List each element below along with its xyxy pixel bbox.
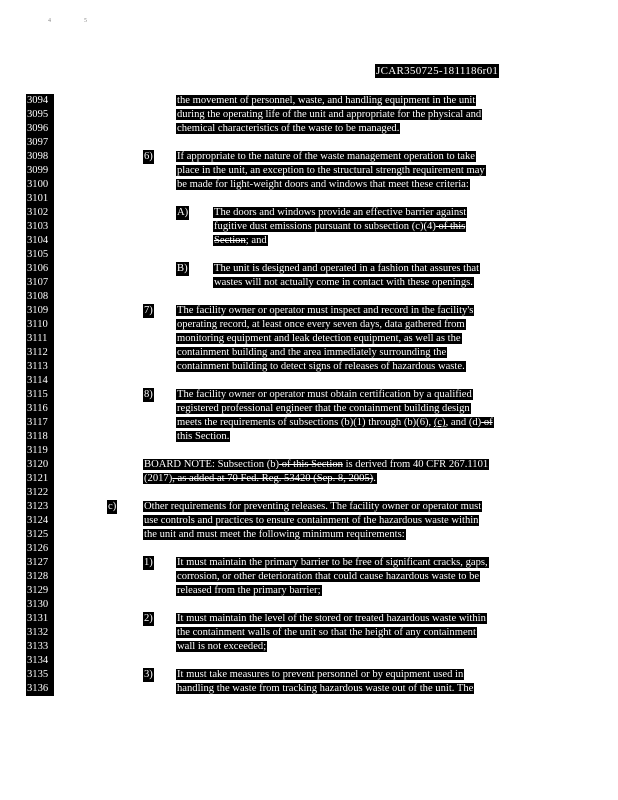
text-line: If appropriate to the nature of the waste management operation to take — [177, 151, 475, 162]
text-line: the unit and must meet the following minimum requirements: — [144, 529, 405, 540]
line-number: 3128 — [26, 570, 54, 584]
line-number: 3133 — [26, 640, 54, 654]
line-number: 3114 — [26, 374, 54, 388]
line-number: 3099 — [26, 164, 54, 178]
line-number: 3108 — [26, 290, 54, 304]
line-number: 3117 — [26, 416, 54, 430]
line-number: 3110 — [26, 318, 54, 332]
text-line: released from the primary barrier; — [177, 585, 321, 596]
line-number: 3121 — [26, 472, 54, 486]
item-marker-8: 8) — [144, 389, 153, 400]
paragraph-B — [213, 262, 480, 290]
line-number: 3119 — [26, 444, 54, 458]
paragraph-3 — [176, 668, 474, 696]
text-line: wall is not exceeded; — [177, 641, 267, 652]
line-number: 3096 — [26, 122, 54, 136]
item-marker-2: 2) — [144, 613, 153, 624]
text-line: It must take measures to prevent personnel or by equipment used in — [177, 669, 464, 680]
line-number: 3100 — [26, 178, 54, 192]
paragraph-c — [143, 500, 482, 542]
line-number: 3101 — [26, 192, 54, 206]
corner-mark: 5 — [84, 18, 87, 24]
paragraph-1 — [176, 556, 489, 598]
line-number: 3113 — [26, 360, 54, 374]
struck-text: of this — [435, 221, 466, 232]
struck-text: of — [481, 417, 493, 428]
line-number: 3132 — [26, 626, 54, 640]
line-number: 3116 — [26, 402, 54, 416]
text-line: It must maintain the primary barrier to be free of significant cracks, gaps, — [177, 557, 488, 568]
text-line: The unit is designed and operated in a fashion that assures that — [214, 263, 480, 274]
paragraph-A — [213, 206, 467, 248]
text-line: the containment walls of the unit so that the height of any containment — [177, 627, 476, 638]
item-marker-A: A) — [177, 207, 189, 218]
document-header-code: JCAR350725-1811186r01 — [376, 65, 499, 77]
text-line: chemical characteristics of the waste to be managed. — [177, 123, 400, 134]
board-note — [143, 458, 489, 486]
struck-text: , as added at 70 Fed. Reg. 53420 (Sep. 8, 2005) — [172, 473, 374, 484]
text-line: The doors and windows provide an effective barrier against — [214, 207, 467, 218]
line-number: 3127 — [26, 556, 54, 570]
text-line: , and (d) — [445, 417, 482, 428]
line-number: 3115 — [26, 388, 54, 402]
line-number: 3102 — [26, 206, 54, 220]
line-number: 3111 — [26, 332, 54, 346]
text-line: (2017) — [144, 473, 173, 484]
struck-text: Section — [214, 235, 246, 246]
text-line: monitoring equipment and leak detection equipment, as well as the — [177, 333, 461, 344]
struck-text: of this Section — [279, 459, 343, 470]
underlined-text: (c) — [433, 417, 446, 428]
text-line: handling the waste from tracking hazardous waste out of the unit. The — [177, 683, 474, 694]
item-marker-3: 3) — [144, 669, 153, 680]
line-number: 3106 — [26, 262, 54, 276]
text-line: during the operating life of the unit and appropriate for the physical and — [177, 109, 482, 120]
text-line: place in the unit, an exception to the structural strength requirement may — [177, 165, 485, 176]
text-line: registered professional engineer that the containment building design — [177, 403, 470, 414]
line-number: 3129 — [26, 584, 54, 598]
paragraph-continuation — [176, 94, 482, 136]
text-line: BOARD NOTE: Subsection (b) — [144, 459, 280, 470]
line-number: 3109 — [26, 304, 54, 318]
line-number: 3130 — [26, 598, 54, 612]
line-number: 3112 — [26, 346, 54, 360]
corner-mark: 4 — [48, 18, 51, 24]
item-marker-7: 7) — [144, 305, 153, 316]
line-number: 3097 — [26, 136, 54, 150]
text-line: use controls and practices to ensure containment of the hazardous waste within — [144, 515, 479, 526]
item-marker-B: B) — [177, 263, 188, 274]
line-number: 3103 — [26, 220, 54, 234]
line-number: 3126 — [26, 542, 54, 556]
text-line: The facility owner or operator must inspect and record in the facility's — [177, 305, 474, 316]
line-number: 3135 — [26, 668, 54, 682]
line-number: 3118 — [26, 430, 54, 444]
line-number: 3094 — [26, 94, 54, 108]
paragraph-6 — [176, 150, 486, 192]
line-number: 3104 — [26, 234, 54, 248]
text-line: corrosion, or other deterioration that could cause hazardous waste to be — [177, 571, 480, 582]
text-line: fugitive dust emissions pursuant to subsection (c)(4) — [214, 221, 436, 232]
line-number: 3107 — [26, 276, 54, 290]
text-line: It must maintain the level of the stored or treated hazardous waste within — [177, 613, 486, 624]
text-line: wastes will not actually come in contact with these openings. — [214, 277, 473, 288]
paragraph-2 — [176, 612, 487, 654]
text-line: is derived from 40 CFR 267.1101 — [342, 459, 489, 470]
text-line: containment building and the area immediately surrounding the — [177, 347, 447, 358]
text-line: operating record, at least once every seven days, data gathered from — [177, 319, 465, 330]
item-marker-c: c) — [108, 501, 117, 512]
line-number: 3122 — [26, 486, 54, 500]
line-number: 3105 — [26, 248, 54, 262]
line-number: 3123 — [26, 500, 54, 514]
text-line: containment building to detect signs of releases of hazardous waste. — [177, 361, 465, 372]
text-line: the movement of personnel, waste, and handling equipment in the unit — [177, 95, 476, 106]
text-line: The facility owner or operator must obtain certification by a qualified — [177, 389, 472, 400]
line-number: 3095 — [26, 108, 54, 122]
text-line: meets the requirements of subsections (b)(1) through (b)(6), — [177, 417, 434, 428]
text-line: . — [373, 473, 376, 484]
text-line: this Section. — [177, 431, 230, 442]
line-number: 3098 — [26, 150, 54, 164]
line-number: 3120 — [26, 458, 54, 472]
line-number: 3136 — [26, 682, 54, 696]
item-marker-6: 6) — [144, 151, 153, 162]
line-number: 3125 — [26, 528, 54, 542]
paragraph-7 — [176, 304, 474, 374]
text-line: be made for light-weight doors and windows that meet these criteria: — [177, 179, 469, 190]
text-line: Other requirements for preventing releases. The facility owner or operator must — [144, 501, 482, 512]
paragraph-8 — [176, 388, 494, 444]
line-number: 3124 — [26, 514, 54, 528]
item-marker-1: 1) — [144, 557, 153, 568]
line-number: 3134 — [26, 654, 54, 668]
text-line: ; and — [245, 235, 267, 246]
line-number: 3131 — [26, 612, 54, 626]
